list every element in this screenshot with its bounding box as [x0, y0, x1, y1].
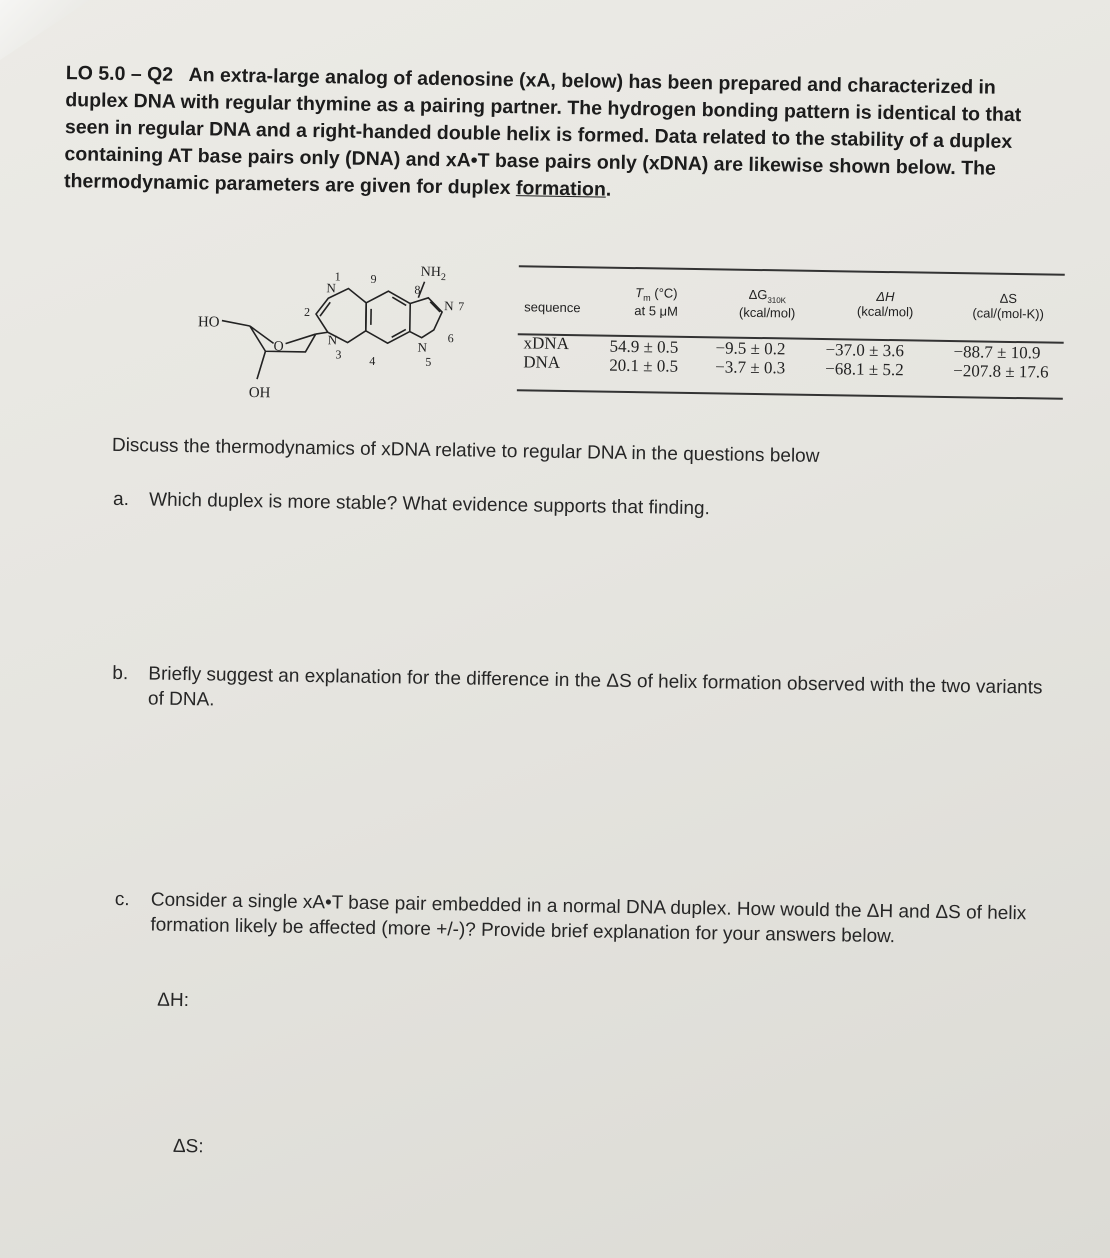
n3-label: N — [327, 332, 338, 348]
atom-number-9: 9 — [370, 271, 377, 286]
row-dg-xdna: −9.5 ± 0.2 — [715, 338, 786, 359]
row-dh-dna: −68.1 ± 5.2 — [825, 359, 904, 380]
header-sequence: sequence — [524, 299, 581, 316]
row-ds-xdna: −88.7 ± 10.9 — [953, 342, 1041, 363]
question-label: LO 5.0 – Q2 — [65, 62, 174, 86]
question-b-label: b. — [112, 662, 129, 685]
n7-label: N — [444, 298, 454, 314]
delta-s-answer-label: ΔS: — [172, 1135, 204, 1158]
n5-label: N — [417, 339, 428, 355]
table-bottom-rule — [517, 389, 1063, 399]
discuss-prompt: Discuss the thermodynamics of xDNA relative to regular DNA in the questions below — [111, 434, 820, 467]
atom-number-3: 3 — [335, 347, 342, 362]
header-dh: ΔH (kcal/mol) — [856, 288, 914, 320]
oh-label: OH — [248, 385, 271, 402]
question-a-label: a. — [112, 488, 130, 511]
atom-number-7: 7 — [458, 299, 465, 314]
row-dg-dna: −3.7 ± 0.3 — [715, 357, 786, 378]
thermo-table — [517, 265, 1067, 406]
atom-number-2: 2 — [303, 304, 311, 319]
question-c-text: Consider a single xA•T base pair embedded in a normal DNA duplex. How would the ΔH and ΔS of helix formation likely be affected (more +/-)? Provide brief explanation for your answers below. — [150, 889, 1027, 948]
formation-emphasis: formation — [515, 177, 607, 201]
atom-number-1: 1 — [334, 269, 341, 284]
row-seq-xdna: xDNA — [523, 333, 570, 354]
ho-label: HO — [197, 314, 220, 331]
xa-nucleoside-structure — [187, 250, 479, 415]
nh2-label: $NH_2$ — [420, 264, 446, 284]
table-top-rule — [519, 265, 1065, 276]
delta-h-answer-label: ΔH: — [157, 989, 190, 1012]
question-c-label: c. — [114, 888, 130, 911]
intro-period: . — [605, 178, 612, 201]
row-tm-dna: 20.1 ± 0.5 — [609, 355, 679, 376]
header-ds: ΔS (cal/(mol-K)) — [972, 290, 1044, 322]
atom-number-6: 6 — [447, 331, 454, 346]
question-a-text: Which duplex is more stable? What evidence supports that finding. — [148, 489, 710, 520]
atom-number-8: 8 — [414, 282, 421, 297]
row-seq-dna: DNA — [523, 352, 561, 372]
atom-number-5: 5 — [425, 354, 432, 369]
atom-number-4: 4 — [369, 353, 376, 368]
row-tm-xdna: 54.9 ± 0.5 — [609, 336, 679, 357]
row-ds-dna: −207.8 ± 17.6 — [953, 361, 1049, 382]
ring-oxygen-label: O — [273, 339, 284, 355]
header-tm: $T_m$ (°C) at 5 μM — [634, 285, 679, 319]
question-b-text: Briefly suggest an explanation for the difference in the ΔS of helix formation observed with the two variants of DNA. — [147, 663, 1043, 711]
row-dh-xdna: −37.0 ± 3.6 — [825, 340, 905, 361]
intro-text: An extra-large analog of adenosine (xA, below) has been prepared and characterized in duplex DNA with regular thymine as a pairing partner. The hydrogen bonding pattern is identical to that seen in regular DNA and a right-handed double helix is formed. Data related to the stability of a duplex containing AT base pairs only (DNA) and xA•T base pairs only (xDNA) are likewise shown below. The thermodynamic parameters are given for duplex — [63, 64, 1022, 200]
n1-label: N — [326, 280, 336, 296]
header-dg: $\Delta G_{310K}$ (kcal/mol) — [738, 286, 796, 321]
intro-paragraph — [64, 60, 1026, 210]
